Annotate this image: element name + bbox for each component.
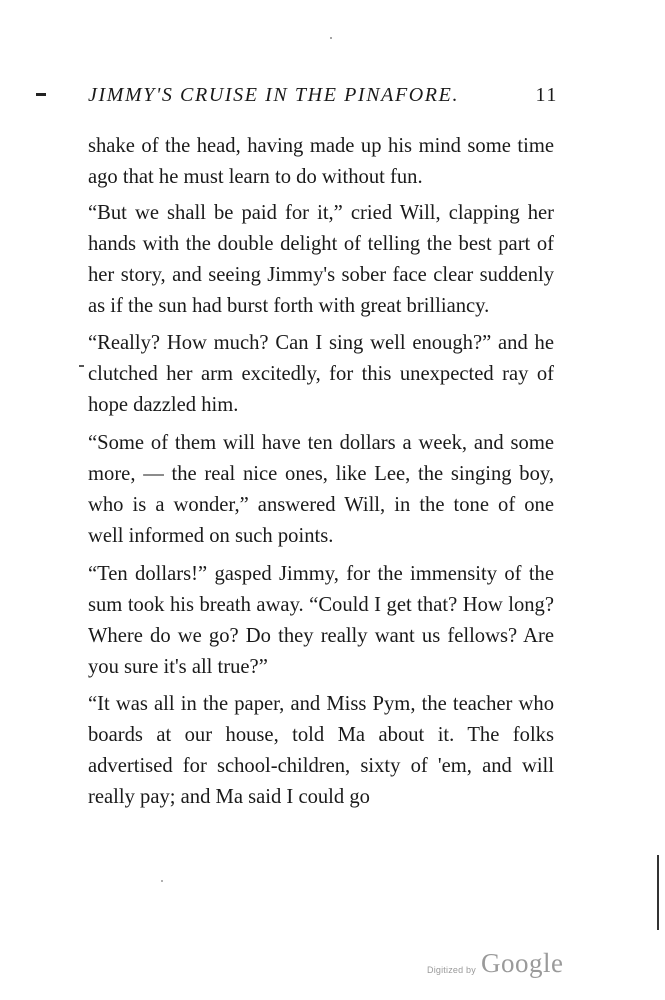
speck-mark <box>330 37 332 39</box>
digitized-watermark <box>427 948 567 982</box>
paragraph: “Some of them will have ten dollars a week, and some more, — the real nice ones, like Lee, the singing boy, who is a wonder,” answered Will, in the tone of one well informed on such points. <box>88 432 554 547</box>
running-title: JIMMY'S CRUISE IN THE PINAFORE. <box>88 84 460 106</box>
speck-mark <box>161 880 163 882</box>
paragraph: “But we shall be paid for it,” cried Will, clapping her hands with the double delight of telling the best part of her story, and seeing Jimmy's sober face clear suddenly as if the sun had burst forth with great brilliancy. <box>88 201 554 317</box>
paragraph: “Ten dollars!” gasped Jimmy, for the immensity of the sum took his breath away. “Could I get that? How long? Where do we go? Do they really want us fellows? Are you sure it's all true?” <box>88 562 554 678</box>
page-edge-line <box>657 855 659 930</box>
paragraph: “It was all in the paper, and Miss Pym, the teacher who boards at our house, told Ma about it. The folks advertised for school-children, sixty of 'em, and will really pay; and Ma said I could go <box>88 693 554 809</box>
paragraph: “Really? How much? Can I sing well enough?” and he clutched her arm excitedly, for this unexpected ray of hope dazzled him. <box>88 332 554 417</box>
page-number: 11 <box>535 84 558 106</box>
margin-tick <box>79 365 84 367</box>
page-body <box>88 131 554 820</box>
watermark-prefix: Digitized by <box>427 965 476 975</box>
paragraph: shake of the head, having made up his mind some time ago that he must learn to do without fun. <box>88 135 554 188</box>
margin-dash <box>36 93 46 96</box>
google-logo: Google <box>481 948 564 978</box>
running-header <box>88 80 568 110</box>
